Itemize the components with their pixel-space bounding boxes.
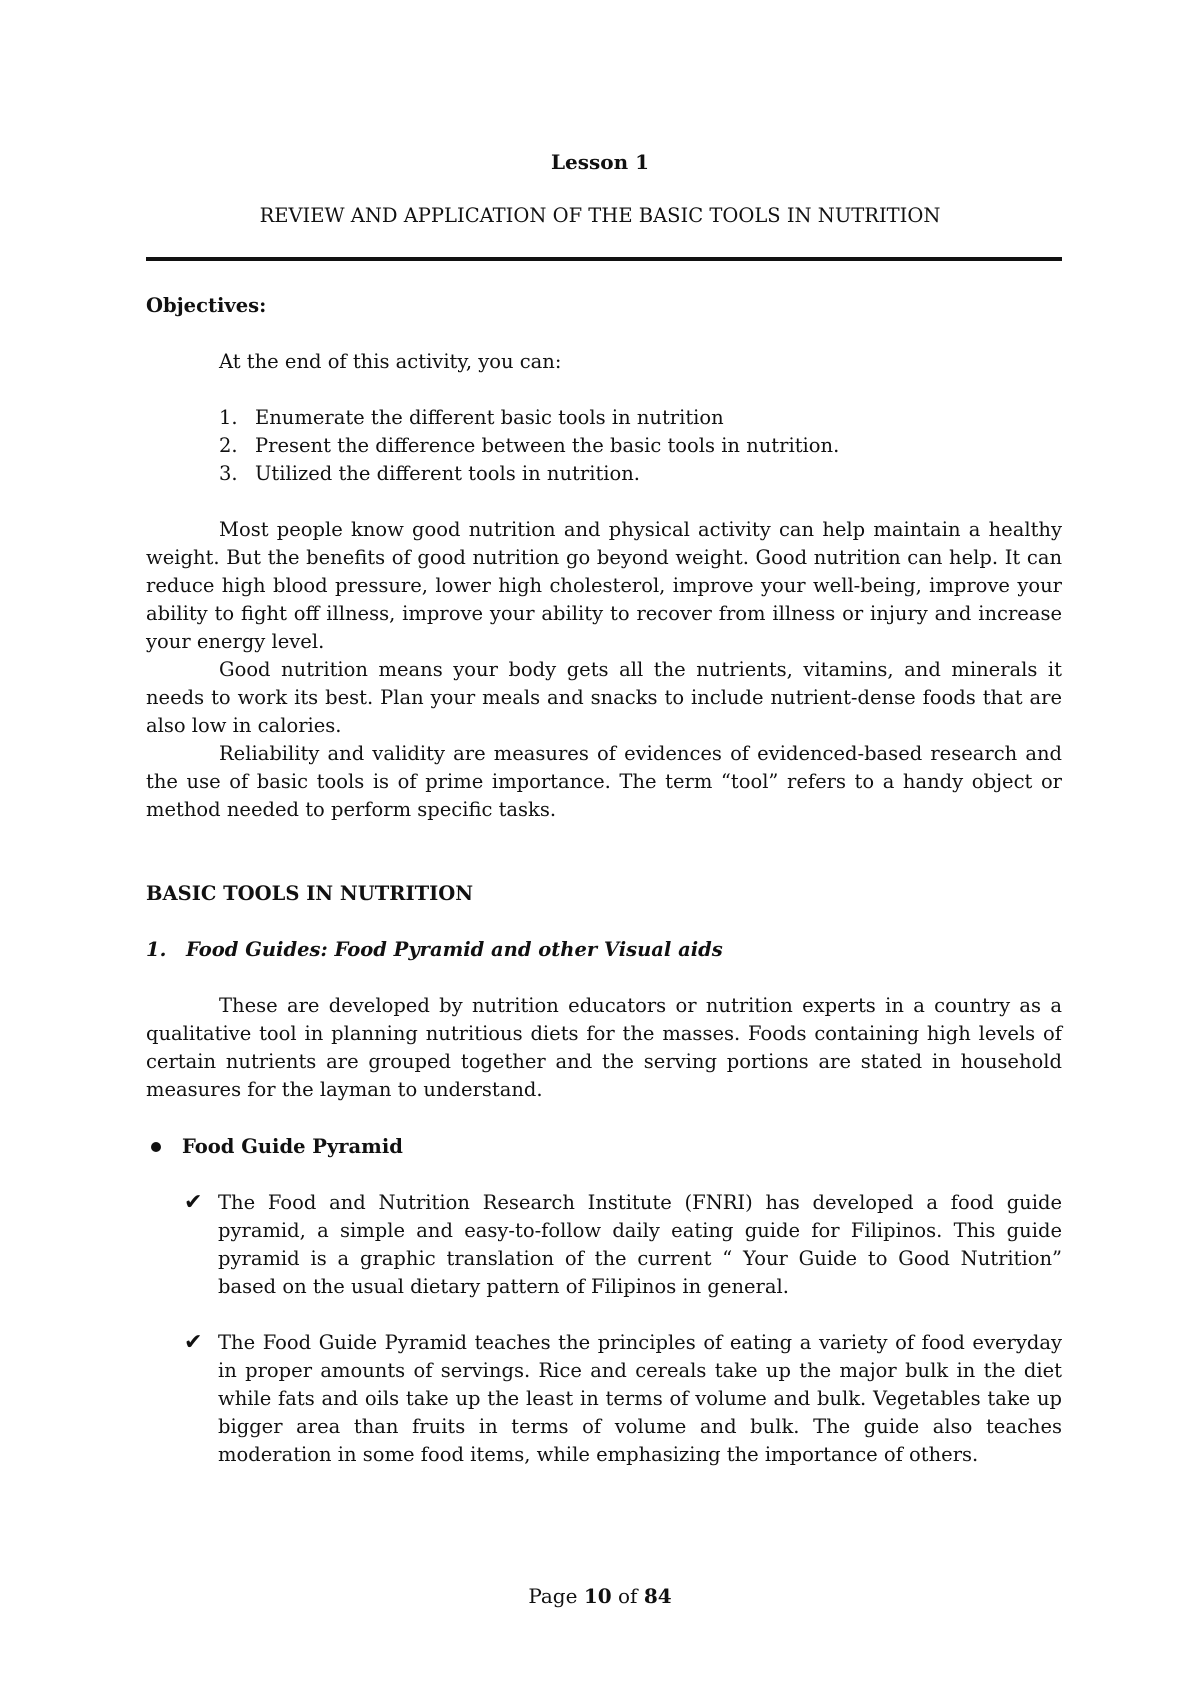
page-label: Page xyxy=(528,1584,578,1608)
list-item xyxy=(219,432,1062,460)
subsection-heading xyxy=(146,936,1062,964)
check-text: The Food and Nutrition Research Institute (FNRI) has developed a food guide pyramid, a simple and easy-to-follow daily eating guide for Filipinos. This guide pyramid is a graphic translation of the current “ Your Guide to Good Nutrition” based on the usual dietary pattern of Filipinos in general. xyxy=(218,1191,1062,1298)
check-text: The Food Guide Pyramid teaches the principles of eating a variety of food everyday in proper amounts of servings. Rice and cereals take up the major bulk in the diet while fats and oils take up the least in terms of volume and bulk. Vegetables take up bigger area than fruits in terms of volume and bulk. The guide also teaches moderation in some food items, while emphasizing the importance of others. xyxy=(218,1331,1062,1466)
paragraph: Reliability and validity are measures of evidences of evidenced-based research and the use of basic tools is of prime importance. The term “tool” refers to a handy object or method needed to perform specific tasks. xyxy=(146,742,1062,821)
bullet-item xyxy=(146,1133,1098,1161)
body-text xyxy=(146,516,1062,824)
checkmark-icon: ✔ xyxy=(184,1330,203,1355)
paragraph: Good nutrition means your body gets all the nutrients, vitamins, and minerals it needs to work its best. Plan your meals and snacks to include nutrient-dense foods that are also low in calories. xyxy=(146,658,1062,737)
list-item xyxy=(219,460,1062,488)
checkmark-icon: ✔ xyxy=(184,1190,203,1215)
section-heading: BASIC TOOLS IN NUTRITION xyxy=(146,882,474,905)
bullet-label: Food Guide Pyramid xyxy=(182,1135,403,1158)
objectives-list xyxy=(146,404,1062,488)
page-total: 84 xyxy=(643,1584,672,1608)
bullet-icon xyxy=(151,1142,161,1152)
paragraph: These are developed by nutrition educators or nutrition experts in a country as a qualitative tool in planning nutritious diets for the masses. Foods containing high levels of certain nutrients are grouped together and the serving portions are stated in household measures for the layman to understand. xyxy=(146,994,1062,1101)
page-footer xyxy=(0,1582,1200,1610)
check-item xyxy=(146,1189,1062,1301)
list-number: 2. xyxy=(219,434,238,457)
objectives-heading: Objectives: xyxy=(146,294,267,317)
list-item xyxy=(219,404,1062,432)
list-text: Present the difference between the basic tools in nutrition. xyxy=(255,434,840,457)
list-text: Enumerate the different basic tools in nutrition xyxy=(255,406,724,429)
title-divider xyxy=(146,257,1062,261)
subsection-number: 1. xyxy=(146,938,167,961)
check-list xyxy=(146,1189,1062,1469)
check-item xyxy=(146,1329,1062,1469)
lesson-title: REVIEW AND APPLICATION OF THE BASIC TOOLS IN NUTRITION xyxy=(259,204,941,227)
list-number: 1. xyxy=(219,406,238,429)
objectives-section xyxy=(146,292,1062,320)
objectives-intro: At the end of this activity, you can: xyxy=(219,350,562,373)
list-number: 3. xyxy=(219,462,238,485)
section-paragraph-block xyxy=(146,992,1062,1104)
page-of: of xyxy=(618,1584,638,1608)
subsection-title: Food Guides: Food Pyramid and other Visual aids xyxy=(186,938,723,961)
lesson-number: Lesson 1 xyxy=(550,150,650,174)
paragraph: Most people know good nutrition and physical activity can help maintain a healthy weight. But the benefits of good nutrition go beyond weight. Good nutrition can help. It can reduce high blood pressure, lower high cholesterol, improve your well-being, improve your ability to fight off illness, improve your ability to recover from illness or injury and increase your energy level. xyxy=(146,518,1062,653)
page-current: 10 xyxy=(583,1584,612,1608)
list-text: Utilized the different tools in nutrition. xyxy=(255,462,641,485)
